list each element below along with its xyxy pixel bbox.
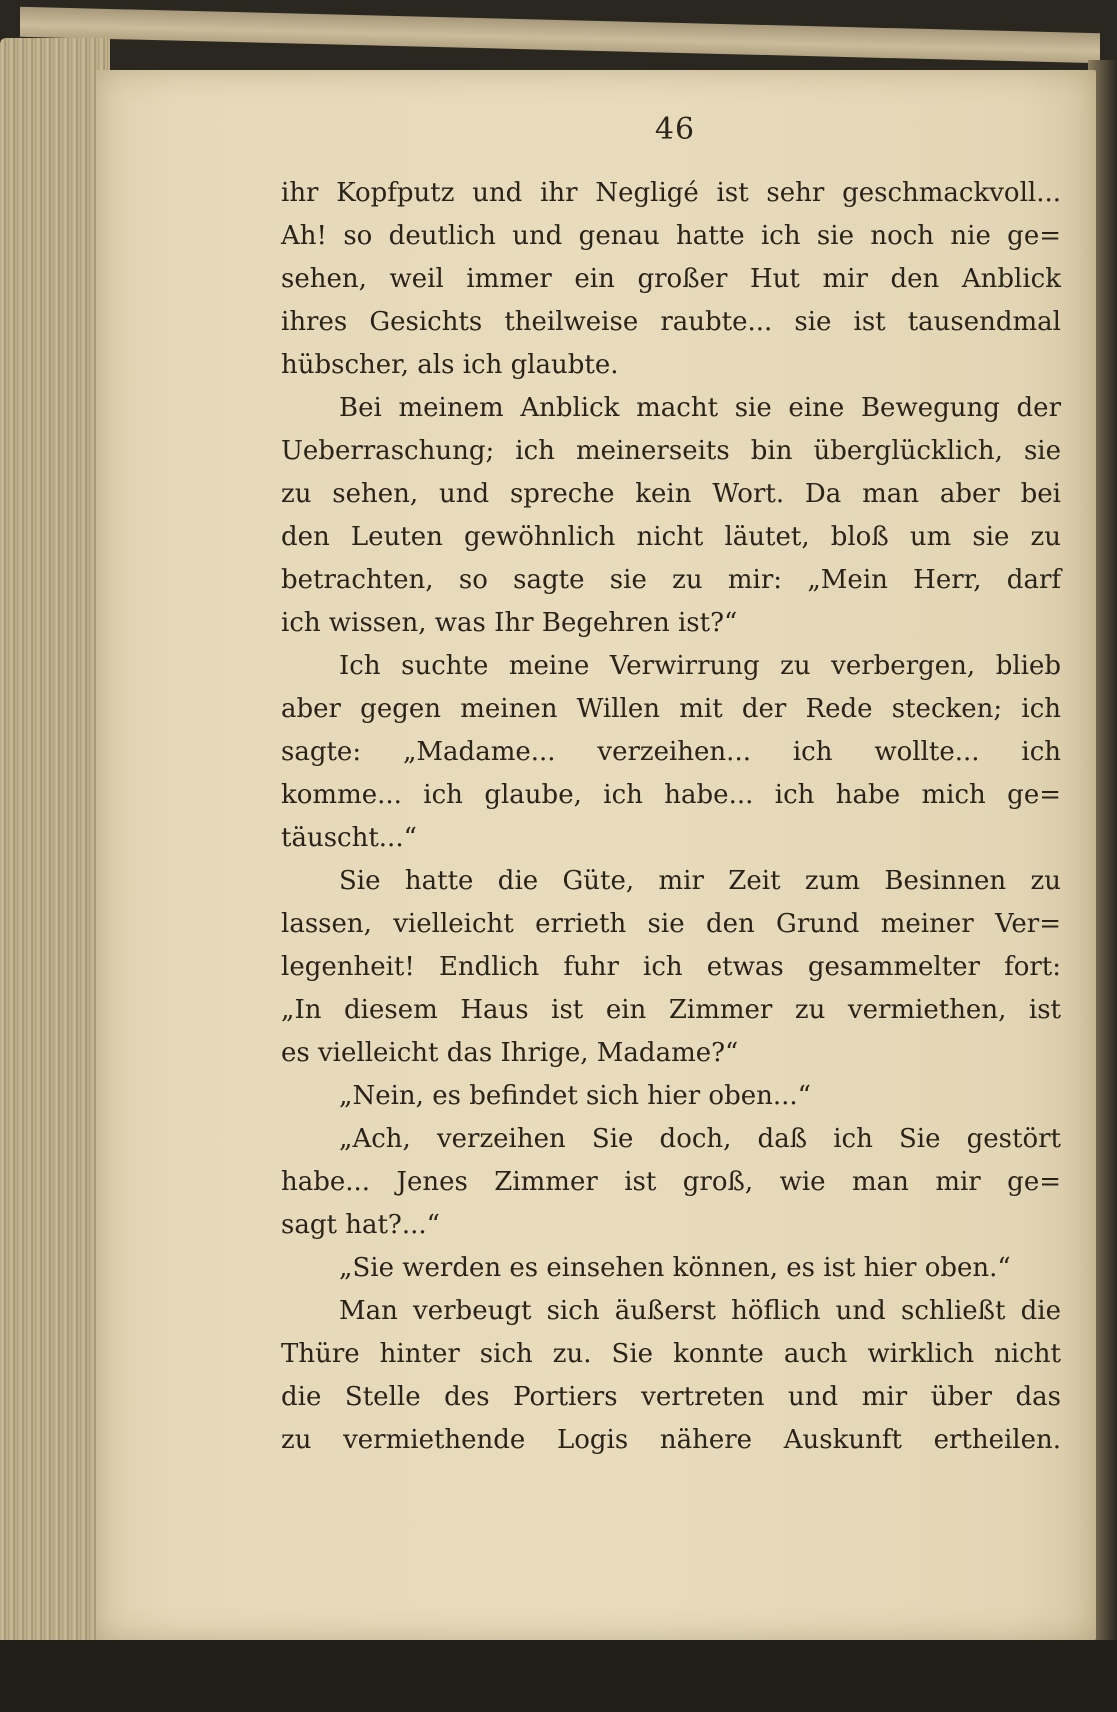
text-line: Bei meinem Anblick macht sie eine Bewegung der — [339, 393, 1061, 423]
page-stack-edges — [0, 38, 110, 1658]
page-number: 46 — [654, 112, 696, 147]
text-line: ihres Gesichts theilweise raubte... sie ist tausendmal — [281, 307, 1061, 337]
text-line: lassen, vielleicht errieth sie den Grund meiner Ver= — [281, 909, 1061, 939]
text-line: „Ach, verzeihen Sie doch, daß ich Sie gestört — [339, 1124, 1061, 1154]
text-line: täuscht...“ — [281, 823, 417, 853]
text-line: hübscher, als ich glaubte. — [281, 350, 619, 380]
text-line: die Stelle des Portiers vertreten und mir über das — [281, 1382, 1061, 1412]
text-line: Thüre hinter sich zu. Sie konnte auch wirklich nicht — [281, 1339, 1061, 1369]
text-line: betrachten, so sagte sie zu mir: „Mein Herr, darf — [281, 565, 1061, 595]
text-line: sehen, weil immer ein großer Hut mir den Anblick — [281, 264, 1061, 294]
text-line: ihr Kopfputz und ihr Negligé ist sehr geschmackvoll... — [281, 178, 1061, 208]
text-line: „Sie werden es einsehen können, es ist hier oben.“ — [339, 1253, 1011, 1283]
page-top-edge — [20, 7, 1100, 63]
text-line: zu vermiethende Logis nähere Auskunft ertheilen. — [281, 1425, 1061, 1455]
text-line: sagte: „Madame... verzeihen... ich wollte... ich — [281, 737, 1061, 767]
text-line: komme... ich glaube, ich habe... ich habe mich ge= — [281, 780, 1061, 810]
text-line: „Nein, es befindet sich hier oben...“ — [339, 1081, 811, 1111]
text-line: ich wissen, was Ihr Begehren ist?“ — [281, 608, 738, 638]
text-line: Ueberraschung; ich meinerseits bin überglücklich, sie — [281, 436, 1061, 466]
text-line: Man verbeugt sich äußerst höflich und schließt die — [339, 1296, 1061, 1326]
text-line: es vielleicht das Ihrige, Madame?“ — [281, 1038, 739, 1068]
text-line: Ich suchte meine Verwirrung zu verbergen, blieb — [339, 651, 1061, 681]
text-line: aber gegen meinen Willen mit der Rede stecken; ich — [281, 694, 1061, 724]
text-line: sagt hat?...“ — [281, 1210, 440, 1240]
text-line: legenheit! Endlich fuhr ich etwas gesammelter fort: — [281, 952, 1061, 982]
text-line: Ah! so deutlich und genau hatte ich sie noch nie ge= — [281, 221, 1061, 251]
text-line: Sie hatte die Güte, mir Zeit zum Besinnen zu — [339, 866, 1061, 896]
text-line: „In diesem Haus ist ein Zimmer zu vermiethen, ist — [281, 995, 1061, 1025]
text-line: habe... Jenes Zimmer ist groß, wie man mir ge= — [281, 1167, 1061, 1197]
body-text — [281, 172, 1061, 1462]
text-line: zu sehen, und spreche kein Wort. Da man aber bei — [281, 479, 1061, 509]
scan-background-bottom — [0, 1640, 1117, 1712]
text-line: den Leuten gewöhnlich nicht läutet, bloß um sie zu — [281, 522, 1061, 552]
